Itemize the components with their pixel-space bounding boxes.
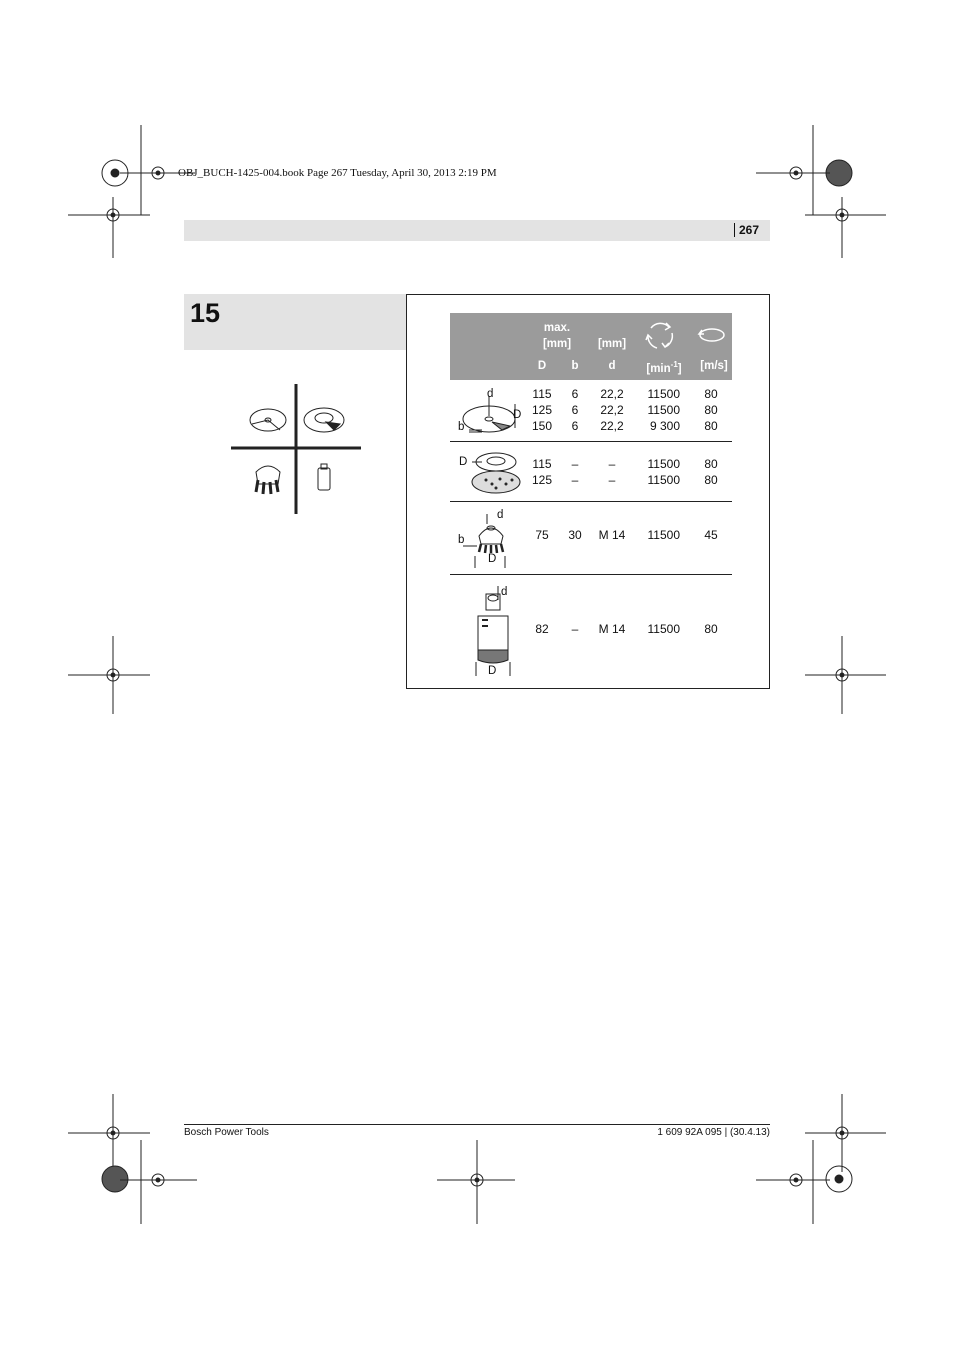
cell-r2-l1-d: – (608, 457, 616, 471)
footer-doc-number: 1 609 92A 095 | (30.4.13) (657, 1127, 770, 1138)
cell-r1-l1-b: 6 (571, 387, 579, 401)
label-r4-d: d (501, 586, 508, 598)
accessory-overview-illustration (228, 380, 368, 520)
header-bar (184, 220, 770, 241)
cell-r4-l1-speed: 80 (704, 622, 718, 636)
cell-r1-l1-D: 115 (532, 387, 552, 401)
cell-r1-l2-D: 125 (531, 403, 553, 417)
footer-brand: Bosch Power Tools (184, 1127, 269, 1138)
cell-r4-l1-rpm: 11500 (647, 622, 680, 636)
cell-r1-l3-D: 150 (531, 419, 553, 433)
cell-r1-l1-d: 22,2 (600, 387, 624, 401)
cell-r2-l2-rpm: 11500 (647, 473, 680, 487)
cell-r3-l1-b: 30 (568, 528, 582, 542)
sanding-disc-icon (460, 446, 530, 496)
label-r3-D: D (488, 553, 497, 565)
header-b: b (571, 360, 579, 372)
footer-rule (184, 1124, 770, 1125)
row-divider-2 (450, 501, 732, 502)
cell-r1-l1-speed: 80 (704, 387, 718, 401)
cell-r2-l1-D: 115 (532, 457, 552, 471)
cell-r4-l1-b: – (571, 622, 579, 636)
cell-r1-l2-rpm: 11500 (647, 403, 680, 417)
header-d: d (608, 360, 616, 372)
cell-r2-l1-speed: 80 (704, 457, 718, 471)
spec-table-header (450, 313, 732, 380)
page-number: 267 (734, 223, 759, 237)
cell-r2-l1-rpm: 11500 (647, 457, 680, 471)
cell-r1-l1-rpm: 11500 (647, 387, 680, 401)
cell-r3-l1-d: M 14 (598, 528, 626, 542)
row-divider-1 (450, 441, 732, 442)
cell-r1-l2-d: 22,2 (600, 403, 624, 417)
cell-r3-l1-D: 75 (535, 528, 549, 542)
core-bit-icon (462, 582, 522, 678)
section-number: 15 (190, 298, 221, 328)
label-r2-D: D (459, 456, 468, 468)
cell-r4-l1-D: 82 (535, 622, 549, 636)
peripheral-speed-icon (697, 325, 727, 345)
label-r1-d: d (487, 388, 494, 400)
cell-r2-l2-d: – (608, 473, 616, 487)
cell-r3-l1-rpm: 11500 (647, 528, 680, 542)
header-speed-unit: [m/s] (700, 360, 728, 372)
header-D: D (537, 360, 547, 372)
cell-r2-l2-speed: 80 (704, 473, 718, 487)
cell-r1-l3-b: 6 (571, 419, 579, 433)
cell-r1-l2-b: 6 (571, 403, 579, 417)
header-mm-2: [mm] (597, 338, 627, 350)
label-r3-b: b (458, 534, 465, 546)
cell-r4-l1-d: M 14 (598, 622, 626, 636)
label-r1-D: D (513, 409, 522, 421)
cell-r3-l1-speed: 45 (704, 528, 718, 542)
cell-r1-l3-speed: 80 (704, 419, 718, 433)
label-r4-D: D (488, 665, 497, 677)
cell-r1-l2-speed: 80 (704, 403, 718, 417)
cell-r2-l2-D: 125 (531, 473, 553, 487)
label-r3-d: d (497, 509, 504, 521)
row-divider-3 (450, 574, 732, 575)
cell-r2-l1-b: – (571, 457, 579, 471)
header-mm-1: [mm] (542, 338, 572, 350)
cell-r1-l3-d: 22,2 (600, 419, 624, 433)
cell-r2-l2-b: – (571, 473, 579, 487)
label-r1-b: b (458, 421, 465, 433)
header-rpm-unit: $[\min^{-1}]$ (646, 360, 682, 375)
header-max: max. (543, 322, 571, 334)
print-info-line: OBJ_BUCH-1425-004.book Page 267 Tuesday, April 30, 2013 2:19 PM (178, 167, 497, 179)
rotation-arrows-icon (643, 318, 677, 352)
cell-r1-l3-rpm: 9 300 (649, 419, 680, 433)
